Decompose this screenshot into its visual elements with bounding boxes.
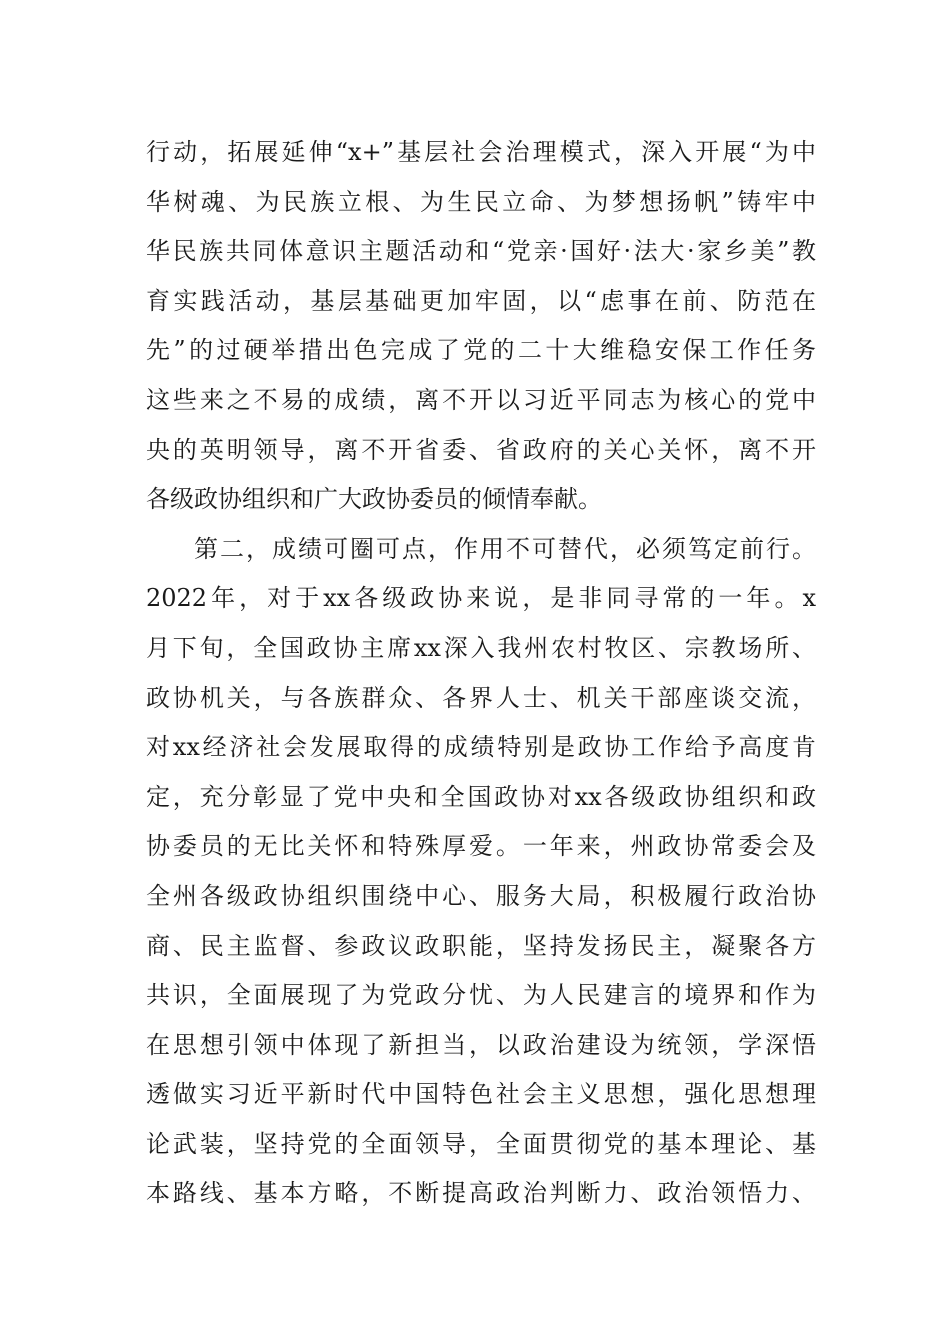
- text-line: 第二，成绩可圈可点，作用不可替代，必须笃定前行。: [194, 534, 816, 563]
- text-line: 在思想引领中体现了新担当，以政治建设为统领，学深悟: [146, 1030, 816, 1059]
- text-line: 华树魂、为民族立根、为生民立命、为梦想扬帆”铸牢中: [146, 187, 816, 216]
- text-line: 行动，拓展延伸“x+”基层社会治理模式，深入开展“为中: [146, 138, 816, 166]
- text-line: 央的英明领导，离不开省委、省政府的关心关怀，离不开: [146, 435, 816, 464]
- text-line: 政协机关，与各族群众、各界人士、机关干部座谈交流，: [146, 683, 816, 712]
- text-line: 先”的过硬举措出色完成了党的二十大维稳安保工作任务: [146, 336, 816, 365]
- text-line: 全州各级政协组织围绕中心、服务大局，积极履行政治协: [146, 881, 816, 910]
- text-line: 这些来之不易的成绩，离不开以习近平同志为核心的党中: [146, 385, 816, 414]
- text-line: 2022年，对于xx各级政协来说，是非同寻常的一年。x: [146, 584, 816, 613]
- paragraph-1: [146, 128, 816, 525]
- text-line: 月下旬，全国政协主席xx深入我州农村牧区、宗教场所、: [146, 633, 816, 662]
- text-line: 商、民主监督、参政议政职能，坚持发扬民主，凝聚各方: [146, 931, 816, 960]
- text-line: 定，充分彰显了党中央和全国政协对xx各级政协组织和政: [146, 782, 816, 811]
- text-line: 共识，全面展现了为党政分忧、为人民建言的境界和作为: [146, 981, 816, 1010]
- text-line: 透做实习近平新时代中国特色社会主义思想，强化思想理: [146, 1080, 816, 1109]
- text-line: 论武装，坚持党的全面领导，全面贯彻党的基本理论、基: [146, 1129, 816, 1158]
- text-line: 本路线、基本方略，不断提高政治判断力、政治领悟力、: [146, 1179, 816, 1208]
- text-line: 各级政协组织和广大政协委员的倾情奉献。: [146, 485, 602, 514]
- body-text: [146, 128, 816, 1219]
- text-line: 华民族共同体意识主题活动和“党亲·国好·法大·家乡美”教: [146, 237, 816, 266]
- text-line: 协委员的无比关怀和特殊厚爱。一年来，州政协常委会及: [146, 832, 816, 861]
- text-line: 对xx经济社会发展取得的成绩特别是政协工作给予高度肯: [146, 733, 816, 762]
- paragraph-2: [146, 525, 816, 1219]
- text-line: 育实践活动，基层基础更加牢固，以“虑事在前、防范在: [146, 286, 816, 315]
